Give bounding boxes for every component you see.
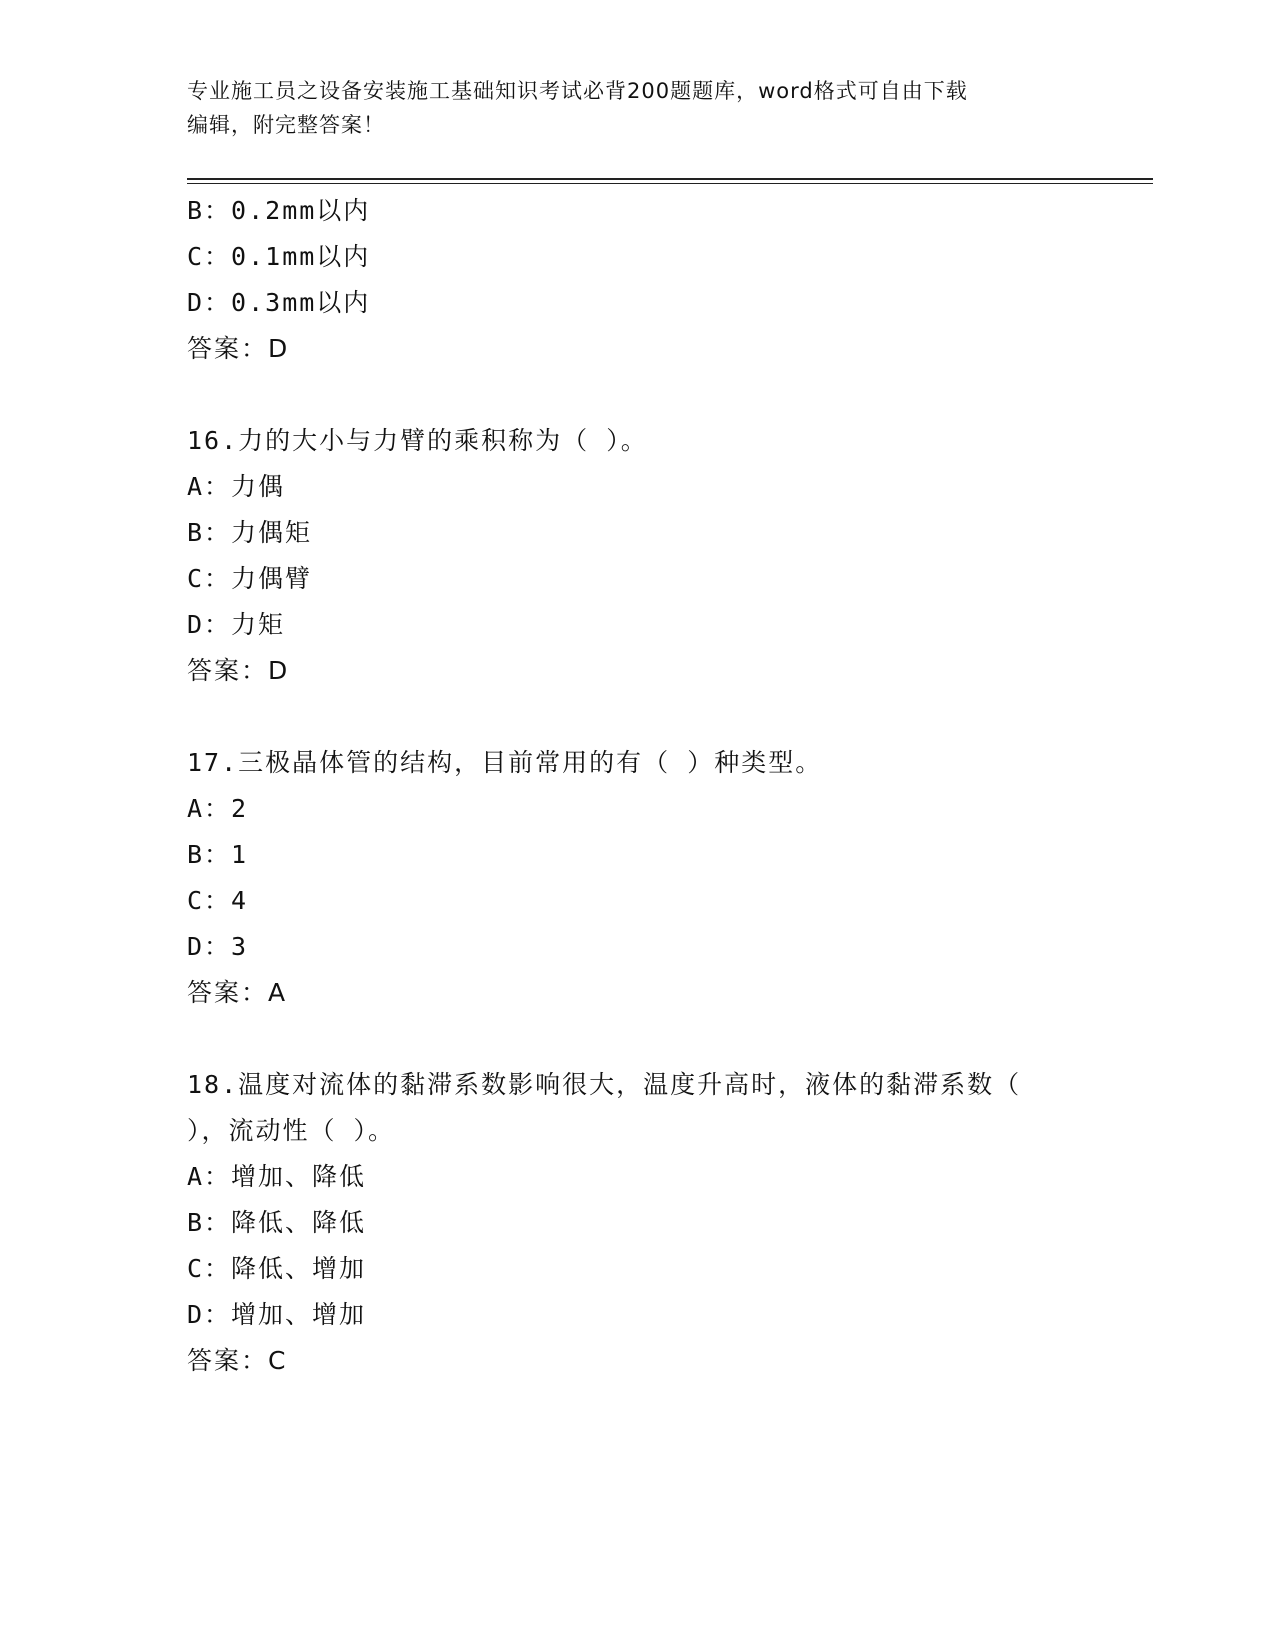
- option-d: D：3: [187, 932, 249, 961]
- header-divider-thin: [187, 183, 1153, 184]
- question-title-line-2: ），流动性（ ）。: [187, 1116, 396, 1145]
- question-list: [187, 188, 1087, 1384]
- option-a: A：增加、降低: [187, 1162, 367, 1191]
- option-d: D：力矩: [187, 610, 286, 639]
- answer-line: 答案：A: [187, 978, 288, 1007]
- answer-line: 答案：D: [187, 656, 290, 685]
- spacer: [187, 694, 1087, 740]
- header-title-line-2: 编辑，附完整答案！: [187, 113, 385, 137]
- document-header: [187, 74, 1067, 142]
- option-b: B：0.2mm以内: [187, 196, 371, 225]
- option-c: C：力偶臂: [187, 564, 313, 593]
- option-b: B：1: [187, 840, 249, 869]
- spacer: [187, 372, 1087, 418]
- question-18: [187, 1062, 1087, 1384]
- header-title-line-1: 专业施工员之设备安装施工基础知识考试必背200题题库，word格式可自由下载: [187, 79, 968, 103]
- question-15-tail: [187, 188, 1087, 372]
- option-c: C：降低、增加: [187, 1254, 367, 1283]
- answer-line: 答案：D: [187, 334, 290, 363]
- question-16: [187, 418, 1087, 694]
- answer-line: 答案：C: [187, 1346, 288, 1375]
- option-a: A：力偶: [187, 472, 286, 501]
- option-d: D：增加、增加: [187, 1300, 367, 1329]
- option-b: B：降低、降低: [187, 1208, 367, 1237]
- question-title: 17.三极晶体管的结构，目前常用的有（ ）种类型。: [187, 748, 823, 777]
- option-c: C：4: [187, 886, 249, 915]
- question-title-line-1: 18.温度对流体的黏滞系数影响很大，温度升高时，液体的黏滞系数（: [187, 1070, 1022, 1099]
- option-d: D：0.3mm以内: [187, 288, 371, 317]
- option-b: B：力偶矩: [187, 518, 313, 547]
- option-c: C：0.1mm以内: [187, 242, 371, 271]
- question-title: 16.力的大小与力臂的乘积称为（ ）。: [187, 426, 648, 455]
- header-divider-thick: [187, 178, 1153, 180]
- question-17: [187, 740, 1087, 1016]
- spacer: [187, 1016, 1087, 1062]
- option-a: A：2: [187, 794, 249, 823]
